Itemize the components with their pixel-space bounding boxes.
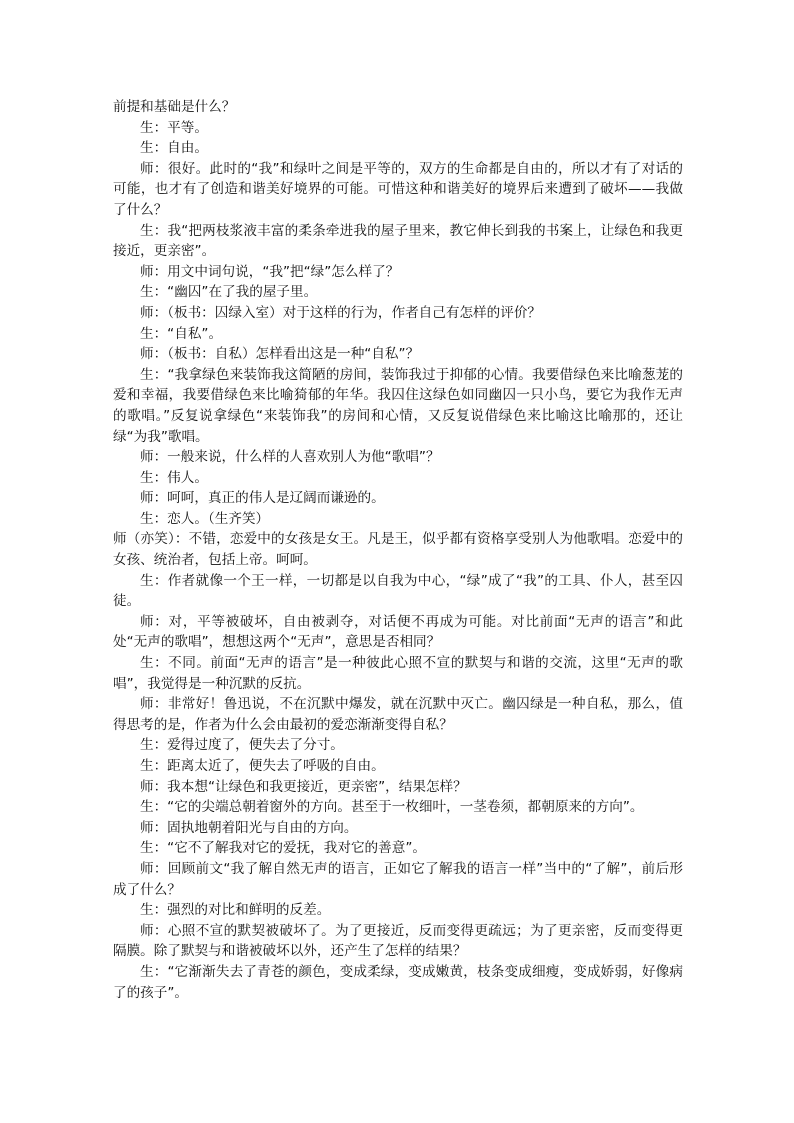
paragraph: 生：平等。 [140,119,208,136]
paragraph: 师：固执地朝着阳光与自由的方向。 [140,819,358,836]
paragraph: 师：心照不宣的默契被破坏了。为了更接近，反而变得更疏远；为了更亲密，反而变得更隔膜。除了默契与和谐被破坏以外，还产生了怎样的结果？ [113,922,683,960]
paragraph: 师：回顾前文“我了解自然无声的语言，正如它了解我的语言一样”当中的“了解”，前后形成了什么？ [113,860,683,898]
paragraph: 师：我本想“让绿色和我更接近，更亲密”，结果怎样？ [140,778,467,795]
paragraph: 生：“我拿绿色来装饰我这简陋的房间，装饰我过于抑郁的心情。我要借绿色来比喻葱茏的爱和幸福，我要借绿色来比喻猗郁的年华。我囚住这绿色如同幽囚一只小鸟，要它为我作无声的歌唱。”反复说拿绿色“来装饰我”的房间和心情，又反复说借绿色来比喻这比喻那的，还让绿“为我”歌唱。 [113,366,683,445]
paragraph: 前提和基础是什么？ [113,99,236,115]
paragraph: 生：不同。前面“无声的语言”是一种彼此心照不宣的默契与和谐的交流，这里“无声的歌唱”，我觉得是一种沉默的反抗。 [113,655,683,692]
paragraph: 生：距离太近了，便失去了呼吸的自由。 [140,758,385,774]
document-page [113,97,683,1003]
paragraph: 师：呵呵，真正的伟人是辽阔而谦逊的。 [140,490,385,507]
paragraph: 师：（板书：自私）怎样看出这是一种“自私”？ [140,346,420,363]
paragraph: 生：“它渐渐失去了青苍的颜色，变成柔绿，变成嫩黄，枝条变成细瘦，变成娇弱，好像病了的孩子”。 [113,963,683,1001]
paragraph: 生：作者就像一个王一样，一切都是以自我为中心，“绿”成了“我”的工具、仆人，甚至囚徒。 [113,572,683,610]
paragraph: 师：对，平等被破坏，自由被剥夺，对话便不再成为可能。对比前面“无声的语言”和此处“无声的歌唱”，想想这两个“无声”，意思是否相同？ [113,613,683,651]
paragraph: 生：伟人。 [140,469,208,486]
paragraph: 生：爱得过度了，便失去了分寸。 [140,737,344,754]
paragraph: 生：自由。 [140,140,208,157]
paragraph: 生：恋人。（生齐笑） [140,510,270,527]
paragraph: 师：非常好！鲁迅说，不在沉默中爆发，就在沉默中灭亡。幽囚绿是一种自私，那么，值得思考的是，作者为什么会由最初的爱恋渐渐变得自私？ [113,696,683,733]
paragraph: 生：“它不了解我对它的爱抚，我对它的善意”。 [140,840,426,857]
paragraph: 生：“它的尖端总朝着窗外的方向。甚至于一枚细叶，一茎卷须，都朝原来的方向”。 [140,799,644,816]
paragraph: 生：“自私”。 [140,325,223,342]
paragraph: 师：很好。此时的“我”和绿叶之间是平等的，双方的生命都是自由的，所以才有了对话的可能，也才有了创造和谐美好境界的可能。可惜这种和谐美好的境界后来遭到了破坏——我做了什么？ [113,160,683,218]
paragraph: 生：“幽囚”在了我的屋子里。 [140,284,318,301]
paragraph: 生：强烈的对比和鲜明的反差。 [140,902,331,919]
paragraph: 师（亦笑）：不错，恋爱中的女孩是女王。凡是王，似乎都有资格享受别人为他歌唱。恋爱中的女孩、统治者，包括上帝。呵呵。 [113,531,683,569]
paragraph: 师：（板书：囚绿入室）对于这样的行为，作者自己有怎样的评价？ [140,304,542,321]
paragraph: 师：用文中词句说，“我”把“绿”怎么样了？ [140,263,400,280]
paragraph: 师：一般来说，什么样的人喜欢别人为他“歌唱”？ [140,449,440,466]
paragraph: 生：我“把两枝浆液丰富的柔条牵进我的屋子里来，教它伸长到我的书案上，让绿色和我更接近，更亲密”。 [113,222,683,260]
